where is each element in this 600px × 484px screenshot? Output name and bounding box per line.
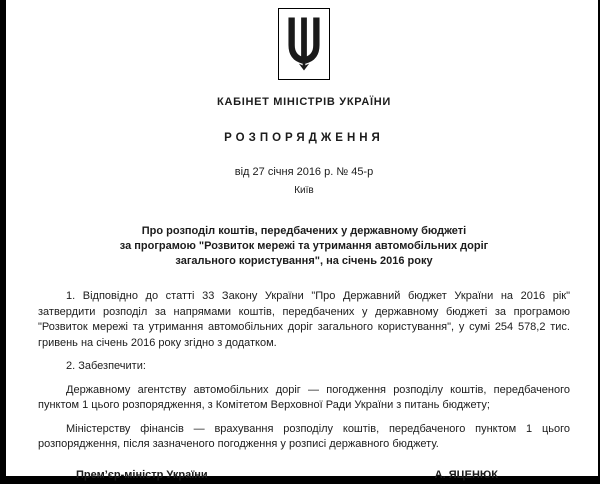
document-content: [6, 0, 598, 481]
signature-block: [38, 469, 570, 481]
document-body: [38, 289, 570, 453]
title-line-2: за програмою "Розвиток мережі та утримання автомобільних доріг: [119, 240, 489, 252]
paragraph-1: 1. Відповідно до статті 33 Закону України "Про Державний бюджет України на 2016 рік" затвердити розподіл за напрямами коштів, передбачених у державному бюджеті за програмою "Розвиток мережі та утримання автомобільних доріг загального користування", у сумі 254 578,2 тис. гривень на січень 2016 року згідно з додатком.: [38, 290, 570, 349]
coat-of-arms-frame: [278, 8, 330, 80]
paragraph-3: Державному агентству автомобільних доріг — погодження розподілу коштів, передбаченого пунктом 1 цього розпорядження, з Комітетом Верховної Ради України з питань бюджету;: [38, 383, 570, 411]
signature-position: Прем’єр-міністр України: [76, 468, 208, 481]
title-line-3: загального користування", на січень 2016 року: [175, 255, 433, 267]
signature-name: А. ЯЦЕНЮК: [434, 468, 498, 481]
document-title: [38, 224, 570, 269]
title-line-1: Про розподіл коштів, передбачених у державному бюджеті: [141, 225, 467, 237]
tryzub-icon: [285, 16, 323, 72]
document-page: [6, 0, 598, 481]
date-number-line: від 27 січня 2016 р. № 45-р: [234, 166, 374, 178]
paragraph-4: Міністерству фінансів — врахування розподілу коштів, передбаченого пунктом 1 цього розпорядження, після зазначеного погодження у розписі державного бюджету.: [38, 422, 570, 450]
city-label: Київ: [294, 185, 314, 196]
institution-name: КАБІНЕТ МІНІСТРІВ УКРАЇНИ: [217, 96, 391, 108]
document-type-heading: РОЗПОРЯДЖЕННЯ: [224, 132, 384, 144]
paragraph-2: 2. Забезпечити:: [66, 360, 146, 372]
